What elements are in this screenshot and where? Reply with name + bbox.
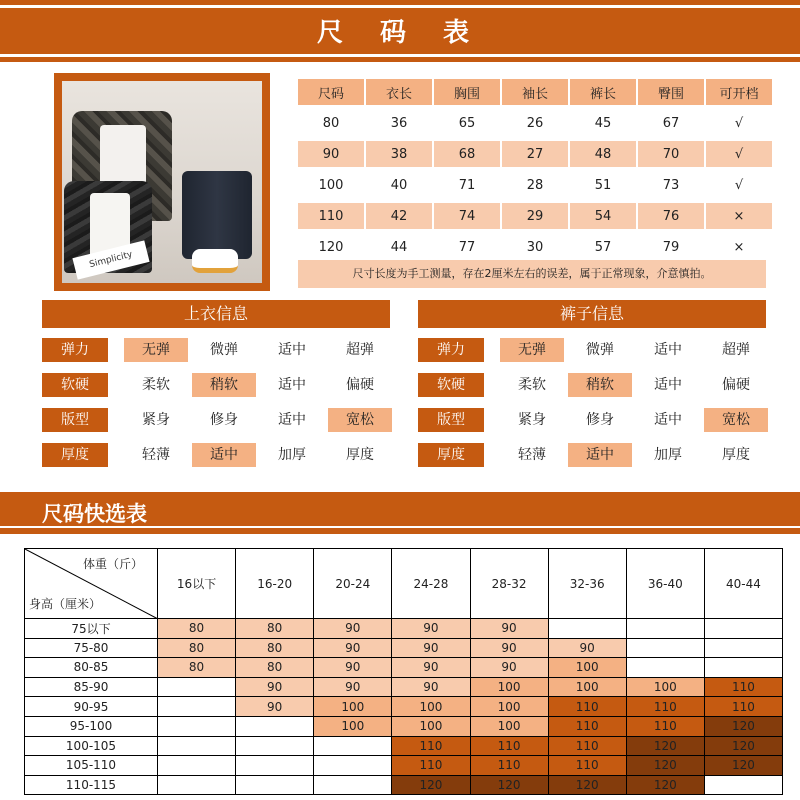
size-chart-banner (0, 0, 800, 62)
size-recommendation-cell: 120 (548, 775, 626, 795)
size-table-cell: 30 (526, 239, 544, 255)
size-recommendation-cell: 90 (314, 677, 392, 697)
size-table-header-cell: 衣长 (366, 79, 432, 105)
size-table-cell: √ (734, 115, 744, 131)
size-table-cell: 51 (594, 177, 612, 193)
pants-info-option: 微弹 (586, 342, 614, 358)
top-info-label: 弹力 (42, 338, 108, 362)
size-table-cell: 45 (594, 115, 612, 131)
size-recommendation-cell: 120 (626, 756, 704, 776)
jeans-image (182, 171, 252, 259)
quick-select-table (24, 548, 783, 795)
size-table-row (298, 203, 772, 229)
size-recommendation-cell: 100 (314, 716, 392, 736)
size-table-cell: 65 (458, 115, 476, 131)
size-table-cell: 68 (434, 141, 500, 167)
size-recommendation-cell: 110 (470, 756, 548, 776)
size-recommendation-cell (314, 756, 392, 776)
size-table-cell: 44 (390, 239, 408, 255)
size-table-cell: √ (734, 177, 744, 193)
top-info-row (42, 338, 390, 362)
size-recommendation-cell: 90 (236, 697, 314, 717)
size-recommendation-cell: 100 (548, 677, 626, 697)
size-table-row (298, 234, 772, 260)
size-table-cell: 29 (502, 203, 568, 229)
size-recommendation-cell: 90 (470, 638, 548, 658)
top-info-option: 适中 (192, 443, 256, 467)
size-recommendation-cell: 110 (704, 677, 782, 697)
size-recommendation-cell: 110 (704, 697, 782, 717)
size-table-cell: 110 (298, 203, 364, 229)
weight-header-cell: 16以下 (158, 549, 236, 619)
pants-info-option: 加厚 (654, 447, 682, 463)
size-recommendation-cell: 90 (314, 658, 392, 678)
pants-info-option: 偏硬 (722, 377, 750, 393)
top-info-option: 修身 (210, 412, 238, 428)
size-table-cell: 77 (458, 239, 476, 255)
size-table-cell: 90 (298, 141, 364, 167)
size-table-header-cell: 尺码 (298, 79, 364, 105)
size-recommendation-cell (236, 716, 314, 736)
size-recommendation-cell: 110 (548, 756, 626, 776)
size-recommendation-cell: 90 (236, 677, 314, 697)
height-label-cell: 75-80 (25, 638, 158, 658)
pants-info-row (418, 443, 766, 467)
weight-header-cell: 16-20 (236, 549, 314, 619)
top-info-label: 软硬 (42, 373, 108, 397)
size-recommendation-cell: 90 (314, 638, 392, 658)
size-recommendation-cell (704, 658, 782, 678)
pants-info-option: 适中 (654, 377, 682, 393)
size-recommendation-cell: 100 (548, 658, 626, 678)
height-label-cell: 105-110 (25, 756, 158, 776)
size-table-cell: √ (706, 141, 772, 167)
top-info-label: 版型 (42, 408, 108, 432)
pants-info-option: 修身 (586, 412, 614, 428)
height-label-cell: 95-100 (25, 716, 158, 736)
size-table-cell: 27 (502, 141, 568, 167)
height-label-cell: 75以下 (25, 619, 158, 639)
weight-header-cell: 28-32 (470, 549, 548, 619)
pants-info-option: 宽松 (704, 408, 768, 432)
product-photo-scene (62, 81, 262, 283)
size-recommendation-cell: 100 (470, 697, 548, 717)
top-info-option: 轻薄 (142, 447, 170, 463)
page-title: 尺 码 表 (316, 18, 484, 48)
top-info-option: 偏硬 (346, 377, 374, 393)
size-table-header-cell: 可开档 (706, 79, 772, 105)
weight-header-cell: 32-36 (548, 549, 626, 619)
size-recommendation-cell: 80 (236, 658, 314, 678)
size-table-cell: 74 (434, 203, 500, 229)
size-recommendation-cell: 90 (392, 638, 470, 658)
quick-select-corner (25, 549, 158, 619)
top-info-option: 柔软 (142, 377, 170, 393)
pants-info-option: 无弹 (500, 338, 564, 362)
size-recommendation-cell: 120 (392, 775, 470, 795)
size-recommendation-cell (314, 736, 392, 756)
pants-info-option: 柔软 (518, 377, 546, 393)
size-table-cell: × (733, 239, 745, 255)
size-recommendation-cell: 110 (392, 756, 470, 776)
top-info-option: 紧身 (142, 412, 170, 428)
size-table-cell: 70 (638, 141, 704, 167)
top-info-option: 稍软 (192, 373, 256, 397)
size-recommendation-cell: 90 (470, 658, 548, 678)
size-recommendation-cell: 100 (626, 677, 704, 697)
top-info-grid (42, 338, 390, 470)
top-info-option: 微弹 (210, 342, 238, 358)
size-recommendation-cell: 120 (704, 716, 782, 736)
size-table-row (298, 172, 772, 198)
size-table-cell: 120 (318, 239, 344, 255)
pants-info-row (418, 408, 766, 432)
size-table-row (298, 110, 772, 136)
size-recommendation-cell: 110 (548, 716, 626, 736)
size-recommendation-cell: 120 (704, 736, 782, 756)
size-recommendation-cell (158, 716, 236, 736)
quick-select-row (25, 716, 783, 736)
size-recommendation-cell (158, 736, 236, 756)
top-info-option: 超弹 (346, 342, 374, 358)
top-info-row (42, 373, 390, 397)
size-recommendation-cell (704, 775, 782, 795)
top-info-option: 适中 (278, 377, 306, 393)
size-table-cell: 67 (662, 115, 680, 131)
size-recommendation-cell: 80 (158, 619, 236, 639)
size-recommendation-cell: 110 (392, 736, 470, 756)
pants-info-label: 软硬 (418, 373, 484, 397)
size-recommendation-cell (236, 775, 314, 795)
pants-info-label: 厚度 (418, 443, 484, 467)
quick-select-row (25, 775, 783, 795)
top-info-option: 厚度 (346, 447, 374, 463)
height-label-cell: 85-90 (25, 677, 158, 697)
weight-header-cell: 40-44 (704, 549, 782, 619)
size-recommendation-cell: 110 (626, 716, 704, 736)
height-label-cell: 80-85 (25, 658, 158, 678)
size-table-cell: 71 (458, 177, 476, 193)
size-table-cell: 40 (390, 177, 408, 193)
size-recommendation-cell: 120 (470, 775, 548, 795)
top-info-option: 宽松 (328, 408, 392, 432)
banner-line-top (0, 5, 800, 8)
size-recommendation-cell (158, 775, 236, 795)
size-recommendation-cell (626, 619, 704, 639)
size-table-header-cell: 袖长 (502, 79, 568, 105)
pants-info-option: 稍软 (568, 373, 632, 397)
size-table-cell: 42 (366, 203, 432, 229)
size-recommendation-cell: 90 (548, 638, 626, 658)
quick-select-row (25, 736, 783, 756)
size-table-cell: 38 (366, 141, 432, 167)
size-table-header-cell: 臀围 (638, 79, 704, 105)
size-recommendation-cell: 80 (158, 658, 236, 678)
product-photo (54, 73, 270, 291)
pants-info-option: 适中 (654, 342, 682, 358)
size-note: 尺寸长度为手工测量，存在2厘米左右的误差，属于正常现象，介意慎拍。 (298, 260, 766, 288)
size-recommendation-cell: 110 (548, 736, 626, 756)
pants-info-title: 裤子信息 (418, 300, 766, 328)
size-recommendation-cell (236, 756, 314, 776)
size-recommendation-cell: 110 (626, 697, 704, 717)
quick-select-row (25, 677, 783, 697)
size-table-cell: 57 (594, 239, 612, 255)
size-recommendation-cell (626, 658, 704, 678)
size-table-cell: × (706, 203, 772, 229)
size-recommendation-cell (314, 775, 392, 795)
size-recommendation-cell: 80 (236, 619, 314, 639)
pants-info-option: 紧身 (518, 412, 546, 428)
size-recommendation-cell: 120 (626, 775, 704, 795)
banner-line (0, 526, 800, 528)
height-label-cell: 110-115 (25, 775, 158, 795)
size-table-cell: 36 (390, 115, 408, 131)
quick-select-row (25, 638, 783, 658)
banner-line-bottom (0, 54, 800, 57)
size-recommendation-cell: 120 (626, 736, 704, 756)
size-recommendation-cell: 100 (314, 697, 392, 717)
pants-info-option: 厚度 (722, 447, 750, 463)
pants-info-label: 版型 (418, 408, 484, 432)
pants-info-label: 弹力 (418, 338, 484, 362)
top-info-label: 厚度 (42, 443, 108, 467)
quick-select-row (25, 756, 783, 776)
corner-height-label: 身高（厘米） (29, 597, 102, 611)
size-table (296, 74, 774, 265)
size-table-cell: 48 (570, 141, 636, 167)
top-info-title: 上衣信息 (42, 300, 390, 328)
size-recommendation-cell (158, 677, 236, 697)
size-table-cell: 26 (526, 115, 544, 131)
size-recommendation-cell: 90 (392, 619, 470, 639)
weight-header-cell: 20-24 (314, 549, 392, 619)
size-recommendation-cell: 100 (470, 716, 548, 736)
quick-select-banner (0, 492, 800, 534)
size-recommendation-cell: 110 (470, 736, 548, 756)
pants-info-row (418, 338, 766, 362)
size-recommendation-cell: 90 (470, 619, 548, 639)
size-table-cell: 54 (570, 203, 636, 229)
size-recommendation-cell (704, 619, 782, 639)
size-table-header-row (298, 79, 772, 105)
weight-header-cell: 36-40 (626, 549, 704, 619)
size-table-header-cell: 裤长 (570, 79, 636, 105)
size-recommendation-cell: 80 (158, 638, 236, 658)
size-recommendation-cell (548, 619, 626, 639)
size-table-header-cell: 胸围 (434, 79, 500, 105)
pants-info-option: 适中 (654, 412, 682, 428)
size-recommendation-cell: 110 (548, 697, 626, 717)
size-table-cell: 73 (662, 177, 680, 193)
size-recommendation-cell (158, 756, 236, 776)
weight-header-cell: 24-28 (392, 549, 470, 619)
size-recommendation-cell: 100 (392, 697, 470, 717)
size-recommendation-cell: 90 (392, 658, 470, 678)
size-table-cell: 76 (638, 203, 704, 229)
size-recommendation-cell (626, 638, 704, 658)
size-recommendation-cell (704, 638, 782, 658)
size-table-cell: 28 (526, 177, 544, 193)
size-recommendation-cell: 100 (392, 716, 470, 736)
size-table-cell: 100 (318, 177, 344, 193)
top-info-row (42, 443, 390, 467)
quick-select-row (25, 619, 783, 639)
quick-select-row (25, 658, 783, 678)
quick-select-title: 尺码快选表 (42, 502, 147, 526)
top-info-row (42, 408, 390, 432)
height-label-cell: 90-95 (25, 697, 158, 717)
pants-info-row (418, 373, 766, 397)
size-recommendation-cell (236, 736, 314, 756)
size-recommendation-cell: 120 (704, 756, 782, 776)
size-recommendation-cell (158, 697, 236, 717)
top-info-option: 适中 (278, 412, 306, 428)
height-label-cell: 100-105 (25, 736, 158, 756)
corner-weight-label: 体重（斤） (82, 557, 143, 571)
size-recommendation-cell: 80 (236, 638, 314, 658)
pants-info-option: 轻薄 (518, 447, 546, 463)
size-table-row (298, 141, 772, 167)
size-recommendation-cell: 90 (392, 677, 470, 697)
top-info-option: 无弹 (124, 338, 188, 362)
pants-info-option: 适中 (568, 443, 632, 467)
shoe-image (192, 249, 238, 273)
size-recommendation-cell: 90 (314, 619, 392, 639)
quick-select-header-row (25, 549, 783, 619)
brand-box: Simplicity (72, 240, 149, 279)
size-table-cell: 79 (662, 239, 680, 255)
top-info-option: 适中 (278, 342, 306, 358)
pants-info-option: 超弹 (722, 342, 750, 358)
size-table-cell: 80 (322, 115, 340, 131)
pants-info-grid (418, 338, 766, 470)
size-recommendation-cell: 100 (470, 677, 548, 697)
top-info-option: 加厚 (278, 447, 306, 463)
quick-select-row (25, 697, 783, 717)
